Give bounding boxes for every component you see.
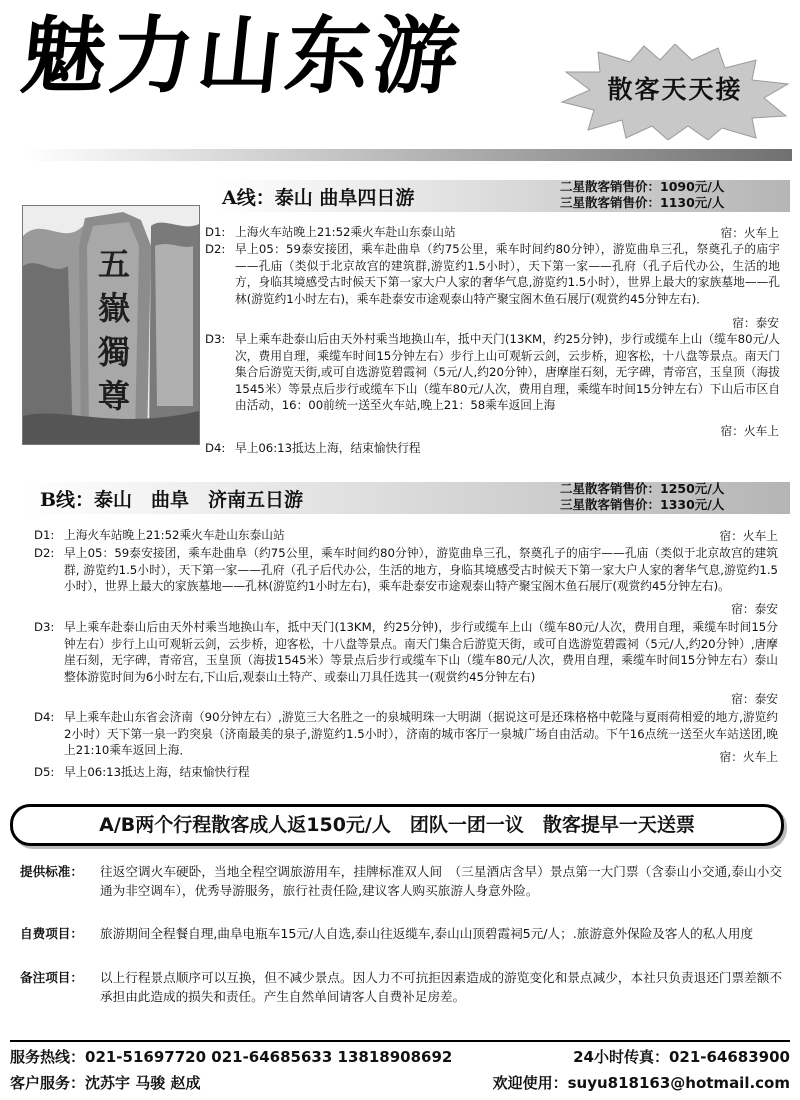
route-a-day-2: D2: 早上05：59泰安接团，乘车赴曲阜（约75公里，乘车时间约80分钟），游览曲阜三孔，祭奠孔子的庙宇——孔庙（类似于北京故宫的建筑群,游览约1.5小时），天下第一家——孔府（孔子后代办公，生活的地方，身临其境感受古时候天下第一家大户人家的奢华气息,游览约1.5小时），世界上最大的家族墓地——孔林(游览约1小时左右)，乘车赴泰安市途观泰山特产聚宝阁木鱼石展厅(观赏约45分钟左右)． 宿：泰安 (205, 242, 780, 330)
rock-inscription: 五嶽獨尊 (97, 245, 130, 415)
rebate-banner: A/B两个行程散客成人返150元/人 团队一团一议 散客提早一天送票 (10, 804, 784, 846)
route-b-prices (560, 481, 724, 513)
term-self-pay: 自费项目： 旅游期间全程餐自理,曲阜电瓶车15元/人自选,泰山往返缆车,泰山山顶碧霞祠5元/人；.旅游意外保险及客人的私人用度 (20, 926, 754, 941)
route-b-day-4: D4: 早上乘车赴山东省会济南（90分钟左右）,游览三大名胜之一的泉城明珠一大明湖（据说这可是还珠格格中乾隆与夏雨荷相爱的地方,游览约2小时）天下第一泉一趵突泉（济南最美的泉子,游览约1.5小时），济南的城市客厅一泉城广场自由活动。下午16点统一送至火车站送团,晚上21:10乘车返回上海． 宿：火车上 (34, 710, 778, 764)
route-b-day-3: D3: 早上乘车赴泰山后由天外村乘当地换山车，抵中天门(13KM，约25分钟)，步行或缆车上山（缆车80元/人次，费用自理，乘缆车时间15分钟左右）步行上山可观斩云剑，云步桥，迎客松，十八盘等景点。南天门集合后游览天街，或可自选游览碧霞祠（5元/人,约20分钟）,唐摩崖石刻，无字碑，青帝宫，玉皇顶（海拔1545米）等景点后步行或缆车下山（缆车80元/人次，费用自理，乘缆车时间15分钟左右）泰山整体游览时间为6小时左右,下山后,观泰山土特产、或泰山刀具任选其一(观赏约45分钟左右) 宿：泰安 (34, 620, 778, 706)
route-b-price-3star: 三星散客销售价：1330元/人 (560, 497, 725, 512)
brand-title: 魅力山东游 (16, 6, 468, 105)
email: 欢迎使用：suyu818163@hotmail.com (492, 1074, 790, 1092)
burst-text: 散客天天接 (607, 75, 743, 104)
footer-divider (10, 1040, 790, 1042)
route-a-price-2star: 二星散客销售价：1090元/人 (560, 179, 725, 194)
route-b-day-1: D1: 上海火车站晚上21:52乘火车赴山东泰山站 宿：火车上 (34, 528, 778, 543)
route-b-price-2star: 二星散客销售价：1250元/人 (560, 481, 725, 496)
route-b-day-5: D5: 早上06:13抵达上海，结束愉快行程 (34, 765, 250, 779)
route-a-day-4: D4: 早上06:13抵达上海，结束愉快行程 (205, 441, 421, 455)
term-remarks: 备注项目： 以上行程景点顺序可以互换，但不减少景点。因人力不可抗拒因素造成的游览变化和景点减少，本社只负责退还门票差额不承担由此造成的损失和责任。产生自然单间请客人自费补足房差。 (20, 970, 782, 1004)
contact-row-2 (10, 1072, 790, 1092)
term-standard: 提供标准： 往返空调火车硬卧，当地全程空调旅游用车，挂牌标准双人间 （三星酒店含早）景点第一大门票（含泰山小交通,泰山小交通为非空调车），优秀导游服务，旅行社责任险,建议客人购买旅游人身意外险。 (20, 864, 782, 898)
route-b-day-2: D2: 早上05：59泰安接团，乘车赴曲阜（约75公里，乘车时间约80分钟），游览曲阜三孔，祭奠孔子的庙宇——孔庙（类似于北京故宫的建筑群, 游览约1.5小时），天下第一家——孔府（孔子后代办公，生活的地方，身临其境感受古时候天下第一家大户人家的奢华气息,游览约1.5小时），世界上最大的家族墓地——孔林(游览约1小时左右)，乘车赴泰安市途观泰山特产聚宝阁木鱼石展厅(观赏约45分钟左右)。 宿：泰安 (34, 546, 778, 616)
header-gradient-bar (22, 149, 792, 161)
fax: 24小时传真：021-64683900 (573, 1048, 790, 1066)
route-b-title: B线：泰山 曲阜 济南五日游 (40, 489, 304, 511)
customer-service: 客户服务：沈苏宇 马骏 赵成 (10, 1074, 201, 1092)
route-a-title: A线：泰山 曲阜四日游 (222, 187, 415, 209)
route-a-prices (560, 179, 724, 211)
route-a-price-3star: 三星散客销售价：1130元/人 (560, 195, 725, 210)
hotline: 服务热线：021-51697720 021-64685633 13818908692 (10, 1048, 453, 1066)
route-a-day-1: D1: 上海火车站晚上21:52乘火车赴山东泰山站 宿：火车上 (205, 225, 779, 240)
contact-row-1 (10, 1046, 790, 1066)
taishan-rock-photo (22, 205, 200, 445)
route-a-day-3: D3: 早上乘车赴泰山后由天外村乘当地换山车，抵中天门(13KM，约25分钟)，步行或缆车上山（缆车80元/人次，费用自理，乘缆车时间15分钟左右）步行上山可观斩云剑，云步桥，迎客松，十八盘等景点。南天门集合后游览天街,或可自选游览碧霞祠（5元/人,约20分钟），唐摩崖石刻，无字碑，青帝宫，玉皇顶（海拔1545米）等景点后步行或缆车下山（缆车80元/人次，费用自理，乘缆车时间15分钟左右）下山后市区自由活动，16：00前统一送至火车站,晚上21：58乘车返回上海 宿：火车上 (205, 332, 780, 438)
